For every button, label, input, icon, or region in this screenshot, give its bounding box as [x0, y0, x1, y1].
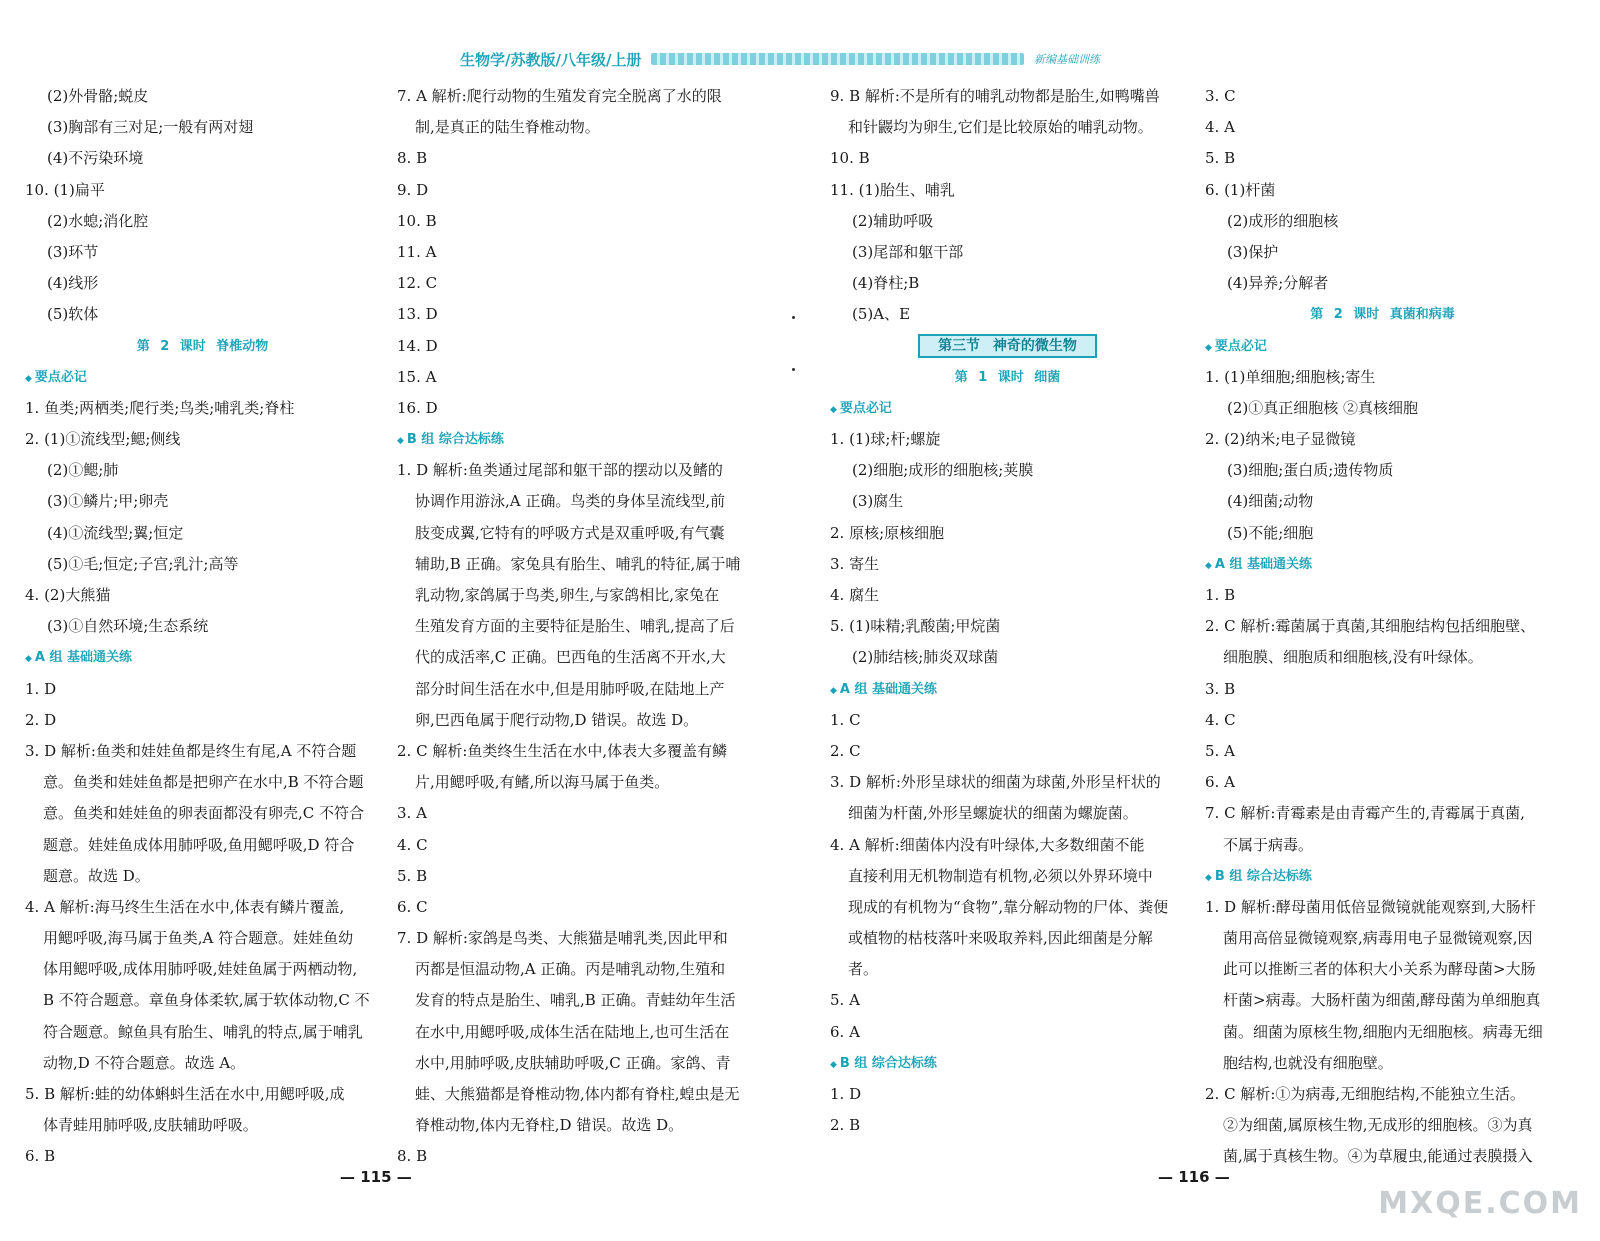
answer-line: (4)①流线型;翼;恒定	[47, 523, 184, 542]
answer-line: 7. C 解析:青霉素是由青霉产生的,青霉属于真菌,	[1205, 804, 1525, 823]
answer-line: 用鳃呼吸,海马属于鱼类,A 符合题意。娃娃鱼幼	[43, 929, 354, 948]
answer-line: (3)保护	[1227, 242, 1279, 261]
answer-line: 4. (2)大熊猫	[25, 586, 111, 604]
answer-line: 5. B	[1205, 149, 1236, 168]
lesson-title: 第 1 课时 细菌	[954, 369, 1061, 385]
answer-line: (2)外骨骼;蜕皮	[47, 87, 149, 105]
answer-line: (3)腐生	[852, 492, 904, 511]
answer-line: 11. (1)胎生、哺乳	[830, 180, 955, 199]
answer-line: 16. D	[397, 398, 438, 417]
answer-line: B 不符合题意。章鱼身体柔软,属于软体动物,C 不	[43, 991, 370, 1010]
answer-line: 2. C	[830, 741, 861, 760]
lesson-title: 第 2 课时 真菌和病毒	[1310, 307, 1455, 323]
answer-line: 或植物的枯枝落叶来吸取养料,因此细菌是分解	[848, 929, 1153, 948]
answer-line: 动物,D 不符合题意。故选 A。	[43, 1053, 246, 1072]
gutter-dot	[792, 368, 795, 371]
answer-line: 14. D	[397, 336, 438, 355]
answer-line: 8. B	[397, 149, 428, 168]
answer-line: (3)环节	[47, 242, 99, 261]
lesson-title: 第 2 课时 脊椎动物	[136, 338, 269, 354]
answer-line: (2)辅助呼吸	[852, 211, 934, 230]
answer-line: (3)细胞;蛋白质;遗传物质	[1227, 461, 1394, 480]
answer-line: (3)①鳞片;甲;卵壳	[47, 492, 169, 511]
answer-line: (3)①自然环境;生态系统	[47, 617, 209, 636]
answer-line: 菌用高倍显微镜观察,病毒用电子显微镜观察,因	[1223, 929, 1533, 948]
answer-line: 符合题意。鲸鱼具有胎生、哺乳的特点,属于哺乳	[43, 1022, 363, 1041]
answer-line: 6. B	[25, 1147, 56, 1166]
answer-line: 2. (1)①流线型;鳃;侧线	[25, 430, 181, 449]
answer-line: 直接利用无机物制造有机物,必须以外界环境中	[848, 866, 1153, 885]
answer-line: 代的成活率,C 正确。巴西龟的生活离不开水,大	[415, 648, 726, 667]
answer-line: 10. (1)扁平	[25, 180, 105, 199]
answer-line: 菌,属于真核生物。④为草履虫,能通过表膜摄入	[1223, 1147, 1533, 1166]
answer-line: 菌。细菌为原核生物,细胞内无细胞核。病毒无细	[1223, 1022, 1543, 1041]
answer-line: 6. (1)杆菌	[1205, 180, 1276, 199]
answer-line: 6. A	[1205, 773, 1235, 792]
answer-line: 3. D 解析:外形呈球状的细菌为球菌,外形呈杆状的	[830, 773, 1161, 792]
answer-line: 15. A	[397, 367, 437, 386]
running-header	[460, 48, 1100, 70]
answer-line: 9. D	[397, 180, 429, 199]
answer-line: 体用鳃呼吸,成体用肺呼吸,娃娃鱼属于两栖动物,	[43, 960, 358, 979]
answer-line: 5. A	[830, 991, 860, 1010]
column-4	[1205, 81, 1560, 1173]
answer-line: 卵,巴西龟属于爬行动物,D 错误。故选 D。	[415, 710, 699, 729]
answer-line: (5)软体	[47, 305, 99, 324]
answer-line: 水中,用肺呼吸,皮肤辅助呼吸,C 正确。家鸽、青	[415, 1053, 731, 1072]
answer-line: 题意。故选 D。	[43, 866, 150, 885]
answer-line: 辅助,B 正确。家兔具有胎生、哺乳的特征,属于哺	[415, 554, 741, 573]
answer-line: 部分时间生活在水中,但是用肺呼吸,在陆地上产	[415, 679, 725, 698]
answer-line: 4. C	[397, 835, 428, 854]
answer-line: 乳动物,家鸽属于鸟类,卵生,与家鸽相比,家兔在	[415, 586, 720, 604]
answer-line: 5. B	[397, 866, 428, 885]
answer-line: 13. D	[397, 305, 438, 324]
answer-line: 1. (1)单细胞;细胞核;寄生	[1205, 367, 1376, 386]
answer-line: 2. D	[25, 710, 57, 729]
answer-line: 现成的有机物为“食物”,靠分解动物的尸体、粪便	[848, 897, 1169, 916]
answer-line: 脊椎动物,体内无脊柱,D 错误。故选 D。	[415, 1116, 684, 1135]
answer-line: 2. C 解析:①为病毒,无细胞结构,不能独立生活。	[1205, 1085, 1525, 1103]
answer-line: 1. D	[830, 1085, 862, 1103]
answer-line: 4. A 解析:海马终生生活在水中,体表有鳞片覆盖,	[25, 897, 345, 916]
answer-line: 5. (1)味精;乳酸菌;甲烷菌	[830, 617, 1001, 636]
answer-line: (4)细菌;动物	[1227, 492, 1314, 511]
page-number-left: — 115 —	[340, 1168, 412, 1186]
answer-line: 7. D 解析:家鸽是鸟类、大熊猫是哺乳类,因此甲和	[397, 929, 728, 948]
group-heading: ◆ B 组 综合达标练	[397, 424, 752, 455]
answer-line: 4. A 解析:细菌体内没有叶绿体,大多数细菌不能	[830, 835, 1145, 854]
answer-line: (4)线形	[47, 274, 99, 293]
answer-line: 3. B	[1205, 679, 1236, 698]
answer-line: (4)不污染环境	[47, 149, 144, 168]
answer-line: 2. 原核;原核细胞	[830, 523, 945, 542]
group-heading: ◆ 要点必记	[1205, 331, 1560, 362]
answer-line: 3. 寄生	[830, 554, 880, 573]
answer-line: 11. A	[397, 242, 437, 261]
section-title	[830, 331, 1185, 362]
answer-line: 1. D 解析:酵母菌用低倍显微镜就能观察到,大肠杆	[1205, 897, 1536, 916]
answer-line: 1. (1)球;杆;螺旋	[830, 430, 941, 449]
answer-line: (5)A、E	[852, 305, 911, 324]
answer-line: 2. (2)纳米;电子显微镜	[1205, 430, 1356, 449]
answer-line: 4. A	[1205, 118, 1235, 137]
answer-line: 细胞膜、细胞质和细胞核,没有叶绿体。	[1223, 648, 1483, 667]
answer-line: 生殖发育方面的主要特征是胎生、哺乳,提高了后	[415, 617, 735, 636]
watermark-logo: MXQE.COM	[1378, 1186, 1582, 1221]
answer-line: 蛙、大熊猫都是脊椎动物,体内都有脊柱,蝗虫是无	[415, 1085, 740, 1103]
answer-line: 2. C 解析:鱼类终生生活在水中,体表大多覆盖有鳞	[397, 741, 728, 760]
answer-line: (2)细胞;成形的细胞核;荚膜	[852, 461, 1034, 480]
answer-line: 在水中,用鳃呼吸,成体生活在陆地上,也可生活在	[415, 1022, 730, 1041]
answer-line: 5. A	[1205, 741, 1235, 760]
answer-line: 体青蛙用肺呼吸,皮肤辅助呼吸。	[43, 1116, 258, 1135]
header-decorative-bar	[651, 53, 1024, 65]
answer-line: 胞结构,也就没有细胞壁。	[1223, 1053, 1393, 1072]
answer-line: 5. B 解析:蛙的幼体蝌蚪生活在水中,用鳃呼吸,成	[25, 1085, 345, 1103]
answer-line: 4. C	[1205, 710, 1236, 729]
group-heading: ◆ 要点必记	[830, 393, 1185, 424]
section-title-text: 第三节 神奇的微生物	[918, 334, 1097, 358]
answer-line: 片,用鳃呼吸,有鳍,所以海马属于鱼类。	[415, 773, 670, 792]
answer-line: (2)肺结核;肺炎双球菌	[852, 648, 999, 667]
answer-line: 杆菌>病毒。大肠杆菌为细菌,酵母菌为单细胞真	[1223, 991, 1541, 1010]
answer-line: 12. C	[397, 274, 438, 293]
answer-line: 者。	[848, 960, 879, 979]
answer-line: 9. B 解析:不是所有的哺乳动物都是胎生,如鸭嘴兽	[830, 87, 1160, 105]
answer-line: 协调作用游泳,A 正确。鸟类的身体呈流线型,前	[415, 492, 726, 511]
answer-line: 4. 腐生	[830, 586, 880, 604]
answer-line: 不属于病毒。	[1223, 835, 1314, 854]
answer-line: 10. B	[830, 149, 870, 168]
answer-line: (4)异养;分解者	[1227, 274, 1329, 293]
answer-line: 6. C	[397, 897, 428, 916]
answer-line: 3. A	[397, 804, 427, 823]
answer-line: 6. A	[830, 1022, 860, 1041]
answer-line: 3. D 解析:鱼类和娃娃鱼都是终生有尾,A 不符合题	[25, 741, 357, 760]
column-2	[397, 81, 752, 1173]
answer-line: (2)①真正细胞核 ②真核细胞	[1227, 398, 1419, 417]
group-heading: ◆ 要点必记	[25, 362, 380, 393]
answer-line: 细菌为杆菌,外形呈螺旋状的细菌为螺旋菌。	[848, 804, 1138, 823]
page-number-right: — 116 —	[1158, 1168, 1230, 1186]
answer-line: 意。鱼类和娃娃鱼的卵表面都没有卵壳,C 不符合	[43, 804, 365, 823]
answer-line: (2)成形的细胞核	[1227, 211, 1339, 230]
answer-line: 7. A 解析:爬行动物的生殖发育完全脱离了水的限	[397, 87, 722, 105]
answer-line: 3. C	[1205, 87, 1236, 105]
column-3	[830, 81, 1185, 1141]
answer-line: 此可以推断三者的体积大小关系为酵母菌>大肠	[1223, 960, 1536, 979]
answer-line: (5)①毛;恒定;子宫;乳汁;高等	[47, 554, 239, 573]
answer-line: 1. D 解析:鱼类通过尾部和躯干部的摆动以及鳍的	[397, 461, 723, 480]
answer-line: 肢变成翼,它特有的呼吸方式是双重呼吸,有气囊	[415, 523, 725, 542]
answer-line: (3)胸部有三对足;一般有两对翅	[47, 118, 254, 137]
answer-line: 1. 鱼类;两栖类;爬行类;鸟类;哺乳类;脊柱	[25, 398, 295, 417]
gutter-dot	[792, 316, 795, 319]
column-1	[25, 81, 380, 1173]
answer-line: 2. C 解析:霉菌属于真菌,其细胞结构包括细胞壁、	[1205, 617, 1536, 636]
header-series-name: 新编基础训练	[1034, 53, 1100, 66]
answer-line: (2)水螅;消化腔	[47, 211, 149, 230]
answer-line: 发育的特点是胎生、哺乳,B 正确。青蛙幼年生活	[415, 991, 736, 1010]
answer-line: (3)尾部和躯干部	[852, 242, 964, 261]
group-heading: ◆ A 组 基础通关练	[1205, 549, 1560, 580]
answer-line: 1. D	[25, 679, 57, 698]
group-heading: ◆ A 组 基础通关练	[830, 674, 1185, 705]
answer-line: ②为细菌,属原核生物,无成形的细胞核。③为真	[1223, 1116, 1533, 1135]
group-heading: ◆ B 组 综合达标练	[830, 1048, 1185, 1079]
answer-line: 2. B	[830, 1116, 861, 1135]
answer-line: 题意。娃娃鱼成体用肺呼吸,鱼用鳃呼吸,D 符合	[43, 835, 355, 854]
answer-line: 和针鼹均为卵生,它们是比较原始的哺乳动物。	[848, 118, 1153, 137]
answer-line: (5)不能;细胞	[1227, 523, 1314, 542]
group-heading: ◆ B 组 综合达标练	[1205, 861, 1560, 892]
group-heading: ◆ A 组 基础通关练	[25, 642, 380, 673]
answer-line: 丙都是恒温动物,A 正确。丙是哺乳动物,生殖和	[415, 960, 726, 979]
header-title: 生物学/苏教版/八年级/上册	[460, 50, 642, 69]
answer-line: (4)脊柱;B	[852, 274, 920, 293]
answer-line: 8. B	[397, 1147, 428, 1166]
answer-line: 1. C	[830, 710, 861, 729]
answer-line: 制,是真正的陆生脊椎动物。	[415, 118, 600, 137]
answer-line: 意。鱼类和娃娃鱼都是把卵产在水中,B 不符合题	[43, 773, 364, 792]
answer-line: (2)①鳃;肺	[47, 461, 119, 480]
answer-line: 1. B	[1205, 586, 1236, 604]
answer-line: 10. B	[397, 211, 437, 230]
